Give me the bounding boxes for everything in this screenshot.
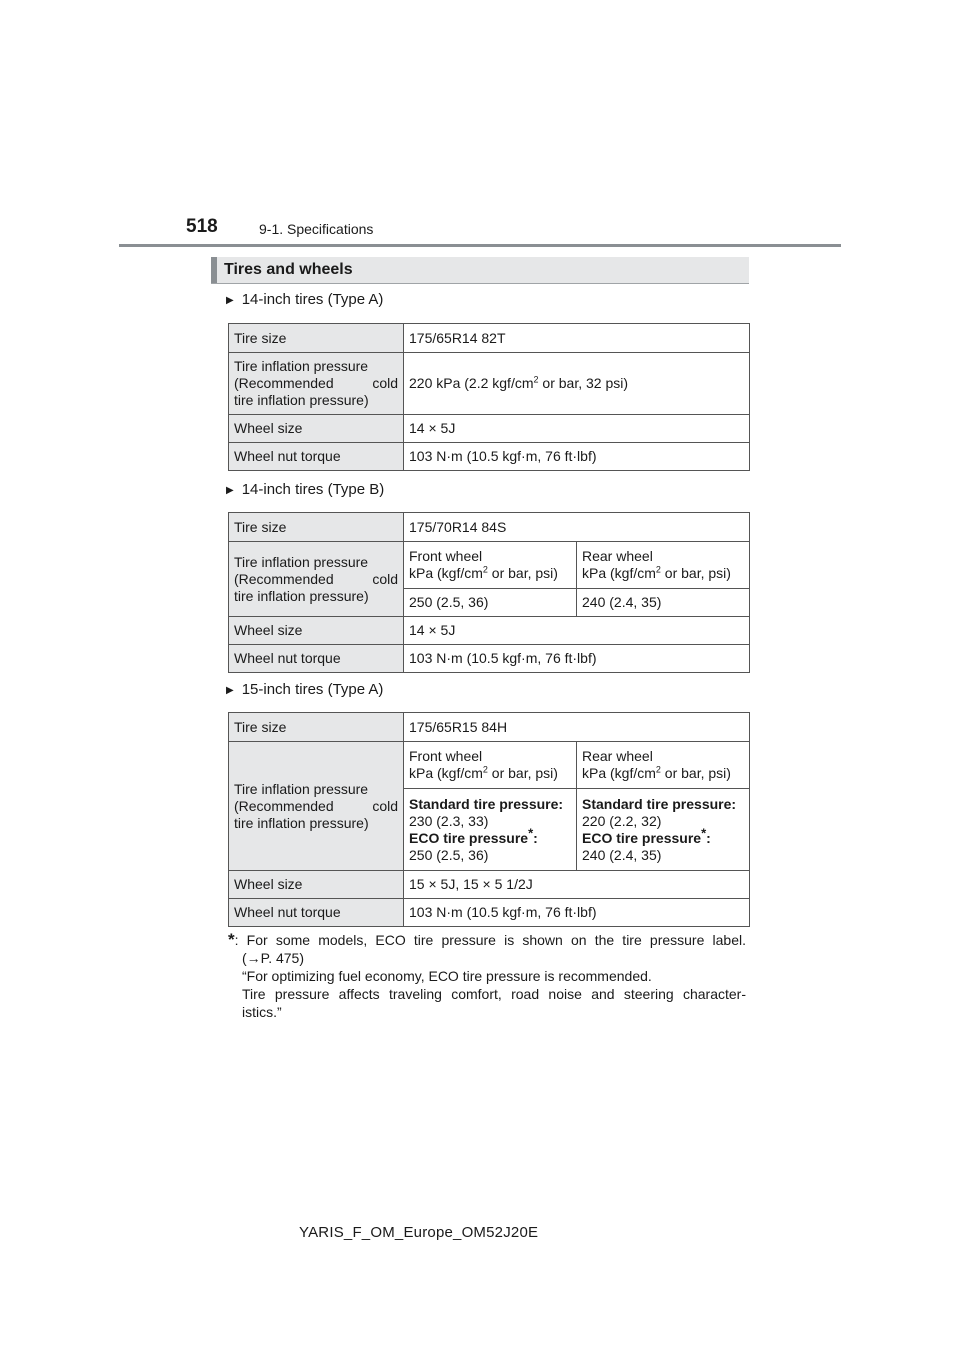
section-title: Tires and wheels <box>211 257 749 283</box>
footnote-line: “For optimizing fuel economy, ECO tire pressure is recommended. <box>242 968 652 984</box>
label-tire-size: Tire size <box>229 713 404 742</box>
front-wheel-pressures: Standard tire pressure: 230 (2.3, 33) ECO tire pressure*: 250 (2.5, 36) <box>404 789 577 871</box>
label-tire-size: Tire size <box>229 324 404 353</box>
label-torque: Wheel nut torque <box>229 899 404 927</box>
footnote-line: Tire pressure affects traveling comfort, road noise and steering character- <box>242 986 746 1002</box>
label-wheel-size: Wheel size <box>229 415 404 443</box>
bullet-heading-text: 14-inch tires (Type A) <box>241 291 384 308</box>
table-row <box>229 443 750 471</box>
label-inflation <box>229 742 404 871</box>
table-row <box>229 513 750 542</box>
footnote <box>228 931 746 1021</box>
footnote-line: (→P. 475) <box>242 950 304 966</box>
spec-table-14b <box>228 512 750 673</box>
label-line: Tire inflation pressure <box>234 780 369 797</box>
label-line: Tire inflation pressure <box>234 553 369 570</box>
value-torque: 103 N·m (10.5 kgf·m, 76 ft·lbf) <box>404 899 750 927</box>
footnote-line: istics.” <box>242 1004 282 1020</box>
page-number: 518 <box>186 216 218 237</box>
value-wheel-size: 14 × 5J <box>404 415 750 443</box>
bullet-heading-15a <box>226 681 383 698</box>
front-wheel-header: Front wheel kPa ($kgf/cm^2$ or bar, psi) <box>404 542 577 589</box>
table-row <box>229 742 750 789</box>
value-inflation: 220 kPa (2.2 kgf/$cm^2$ or bar, 32 psi) <box>404 353 750 415</box>
value-tire-size: 175/70R14 84S <box>404 513 750 542</box>
bullet-heading-14b <box>226 481 384 498</box>
bullet-heading-text: 14-inch tires (Type B) <box>241 481 385 498</box>
value-tire-size: 175/65R14 82T <box>404 324 750 353</box>
rear-wheel-header: Rear wheel kPa ($kgf/cm^2$ or bar, psi) <box>577 542 750 589</box>
label-inflation <box>229 353 404 415</box>
table-row <box>229 542 750 589</box>
triangle-bullet-icon: ▶ <box>226 685 234 696</box>
value-torque: 103 N·m (10.5 kgf·m, 76 ft·lbf) <box>404 645 750 673</box>
triangle-bullet-icon: ▶ <box>226 485 234 496</box>
table-row <box>229 415 750 443</box>
rear-wheel-pressures: Standard tire pressure: 220 (2.2, 32) ECO tire pressure*: 240 (2.4, 35) <box>577 789 750 871</box>
front-wheel-header: Front wheel kPa ($kgf/cm^2$ or bar, psi) <box>404 742 577 789</box>
label-wheel-size: Wheel size <box>229 871 404 899</box>
rear-wheel-value: 240 (2.4, 35) <box>577 589 750 617</box>
table-row <box>229 713 750 742</box>
rear-wheel-header: Rear wheel kPa ($kgf/cm^2$ or bar, psi) <box>577 742 750 789</box>
spec-table-14a <box>228 323 750 471</box>
table-row <box>229 871 750 899</box>
label-line: tire inflation pressure) <box>234 814 369 831</box>
table-row <box>229 617 750 645</box>
label-line: tire inflation pressure) <box>234 587 369 604</box>
table-row <box>229 353 750 415</box>
value-torque: 103 N·m (10.5 kgf·m, 76 ft·lbf) <box>404 443 750 471</box>
bullet-heading-14a <box>226 291 383 308</box>
value-wheel-size: 14 × 5J <box>404 617 750 645</box>
document-code: YARIS_F_OM_Europe_OM52J20E <box>299 1224 539 1241</box>
value-wheel-size: 15 × 5J, 15 × 5 1/2J <box>404 871 750 899</box>
label-wheel-size: Wheel size <box>229 617 404 645</box>
front-wheel-value: 250 (2.5, 36) <box>404 589 577 617</box>
label-line: (Recommended cold <box>234 375 398 391</box>
triangle-bullet-icon: ▶ <box>226 295 234 306</box>
label-line: (Recommended cold <box>234 797 398 814</box>
label-torque: Wheel nut torque <box>229 443 404 471</box>
table-row <box>229 324 750 353</box>
chapter-title: 9-1. Specifications <box>259 221 374 237</box>
header-rule <box>119 244 841 247</box>
label-tire-size: Tire size <box>229 513 404 542</box>
footnote-line: *: For some models, ECO tire pressure is shown on the tire pressure label. <box>228 930 746 949</box>
table-row <box>229 899 750 927</box>
bullet-heading-text: 15-inch tires (Type A) <box>241 681 384 698</box>
label-torque: Wheel nut torque <box>229 645 404 673</box>
label-line: Tire inflation pressure <box>234 358 369 374</box>
table-row <box>229 645 750 673</box>
value-tire-size: 175/65R15 84H <box>404 713 750 742</box>
spec-table-15a <box>228 712 750 927</box>
footnote-marker: * <box>228 930 235 949</box>
label-line: tire inflation pressure) <box>234 392 369 408</box>
section-rule <box>211 283 749 284</box>
label-inflation <box>229 542 404 617</box>
label-line: (Recommended cold <box>234 570 398 587</box>
